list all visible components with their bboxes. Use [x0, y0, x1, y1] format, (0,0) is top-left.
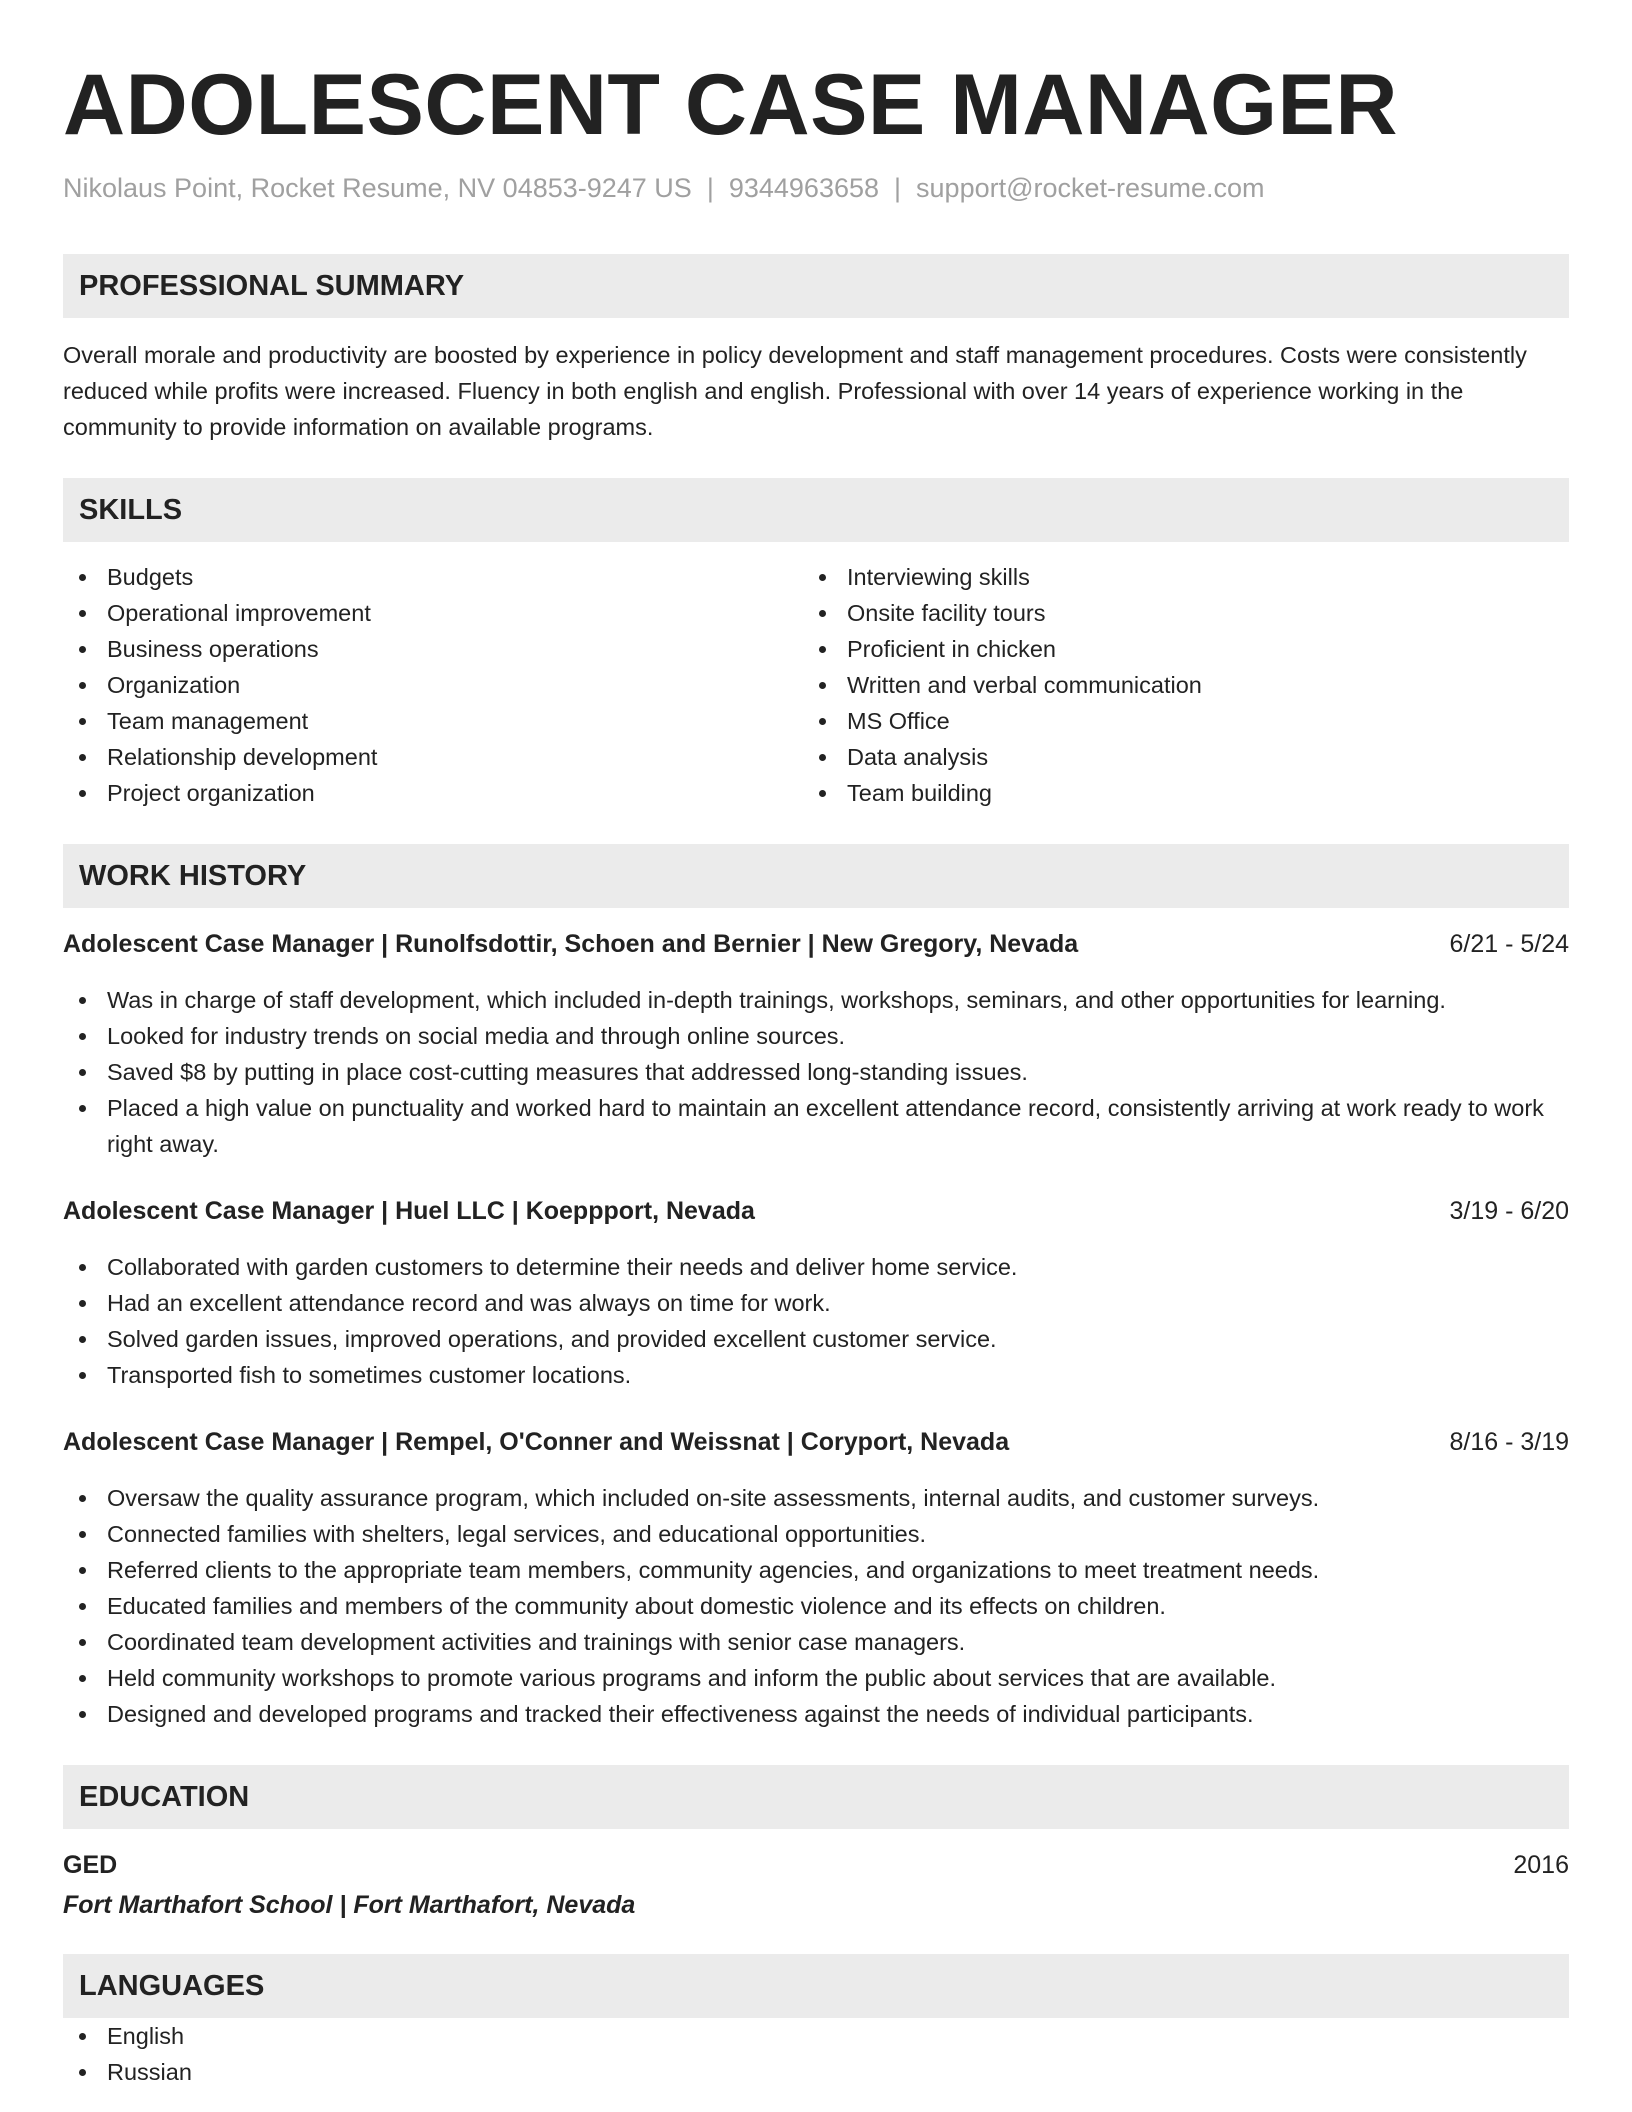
skills-list — [63, 559, 1569, 811]
job-entry — [63, 1195, 1569, 1393]
skill-item: Operational improvement — [63, 595, 803, 631]
contact-phone: 9344963658 — [728, 173, 880, 203]
job-bullet: Held community workshops to promote various programs and inform the public about services that are available. — [63, 1660, 1569, 1696]
contact-separator: | — [894, 173, 902, 203]
education-school: Fort Marthafort School | Fort Marthafort, Nevada — [63, 1891, 636, 1919]
job-bullet: Referred clients to the appropriate team members, community agencies, and organizations to meet treatment needs. — [63, 1552, 1569, 1588]
skills-heading: SKILLS — [63, 478, 1569, 542]
job-bullet: Collaborated with garden customers to determine their needs and deliver home service. — [63, 1249, 1569, 1285]
contact-line — [63, 172, 1569, 204]
job-dates: 3/19 - 6/20 — [1449, 1197, 1569, 1225]
skill-item: Business operations — [63, 631, 803, 667]
skills-column-right — [803, 559, 1543, 811]
language-item: English — [63, 2018, 1569, 2054]
job-bullet: Educated families and members of the community about domestic violence and its effects on children. — [63, 1588, 1569, 1624]
work-history-heading: WORK HISTORY — [63, 844, 1569, 908]
job-title: Adolescent Case Manager | Runolfsdottir, Schoen and Bernier | New Gregory, Nevada — [63, 930, 1079, 958]
contact-separator: | — [706, 173, 714, 203]
skill-item: MS Office — [803, 703, 1543, 739]
education-year: 2016 — [1513, 1851, 1569, 1879]
contact-address: Nikolaus Point, Rocket Resume, NV 04853-9247 US — [63, 173, 692, 203]
job-dates: 6/21 - 5/24 — [1449, 930, 1569, 958]
job-bullet: Solved garden issues, improved operations, and provided excellent customer service. — [63, 1321, 1569, 1357]
skill-item: Team management — [63, 703, 803, 739]
job-bullet: Designed and developed programs and tracked their effectiveness against the needs of individual participants. — [63, 1696, 1569, 1732]
job-bullets — [63, 1249, 1569, 1393]
skill-item: Project organization — [63, 775, 803, 811]
summary-heading: PROFESSIONAL SUMMARY — [63, 254, 1569, 318]
education-degree: GED — [63, 1851, 118, 1879]
contact-email: support@rocket-resume.com — [916, 173, 1265, 203]
skill-item: Onsite facility tours — [803, 595, 1543, 631]
education-entry — [63, 1849, 1569, 1921]
job-bullet: Oversaw the quality assurance program, which included on-site assessments, internal audits, and customer surveys. — [63, 1480, 1569, 1516]
language-item: Russian — [63, 2054, 1569, 2090]
languages-heading: LANGUAGES — [63, 1954, 1569, 2018]
work-history-list — [63, 928, 1569, 1732]
job-bullet: Transported fish to sometimes customer locations. — [63, 1357, 1569, 1393]
job-bullets — [63, 1480, 1569, 1732]
skill-item: Interviewing skills — [803, 559, 1543, 595]
skill-item: Proficient in chicken — [803, 631, 1543, 667]
job-bullet: Connected families with shelters, legal services, and educational opportunities. — [63, 1516, 1569, 1552]
skill-item: Data analysis — [803, 739, 1543, 775]
job-bullet: Was in charge of staff development, which included in-depth trainings, workshops, seminars, and other opportunities for learning. — [63, 982, 1569, 1018]
summary-text: Overall morale and productivity are boosted by experience in policy development and staff management procedures. Costs were consistently reduced while profits were increased. Fluency in both english and english. Professional with over 14 years of experience working in the community to provide information on available programs. — [63, 342, 1527, 440]
job-bullet: Coordinated team development activities and trainings with senior case managers. — [63, 1624, 1569, 1660]
job-bullet: Looked for industry trends on social media and through online sources. — [63, 1018, 1569, 1054]
job-bullet: Saved $8 by putting in place cost-cutting measures that addressed long-standing issues. — [63, 1054, 1569, 1090]
education-heading: EDUCATION — [63, 1765, 1569, 1829]
skill-item: Team building — [803, 775, 1543, 811]
job-title: Adolescent Case Manager | Huel LLC | Koeppport, Nevada — [63, 1197, 755, 1225]
languages-list — [63, 2018, 1569, 2090]
job-dates: 8/16 - 3/19 — [1449, 1428, 1569, 1456]
skill-item: Budgets — [63, 559, 803, 595]
resume-name: ADOLESCENT CASE MANAGER — [63, 57, 1399, 153]
skill-item: Relationship development — [63, 739, 803, 775]
job-bullets — [63, 982, 1569, 1162]
skill-item: Organization — [63, 667, 803, 703]
skill-item: Written and verbal communication — [803, 667, 1543, 703]
skills-column-left — [63, 559, 803, 811]
job-bullet: Placed a high value on punctuality and worked hard to maintain an excellent attendance record, consistently arriving at work ready to work right away. — [63, 1090, 1569, 1162]
job-bullet: Had an excellent attendance record and was always on time for work. — [63, 1285, 1569, 1321]
job-title: Adolescent Case Manager | Rempel, O'Conner and Weissnat | Coryport, Nevada — [63, 1428, 1010, 1456]
job-entry — [63, 1426, 1569, 1732]
job-entry — [63, 928, 1569, 1162]
